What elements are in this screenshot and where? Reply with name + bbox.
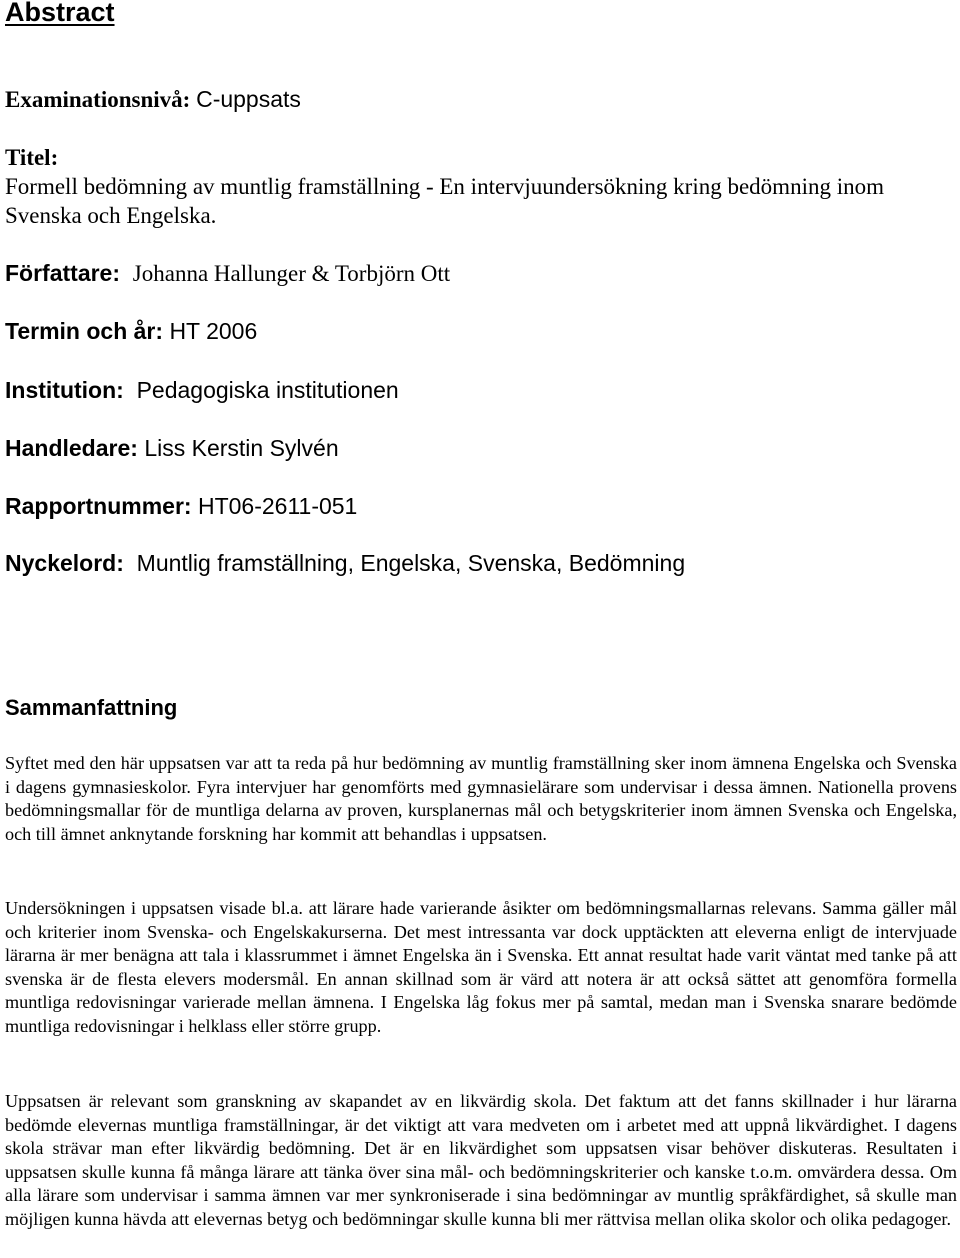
rapportnummer-label: Rapportnummer: [5, 493, 192, 519]
nyckelord-label: Nyckelord: [5, 550, 124, 576]
nyckelord-value: Muntlig framställning, Engelska, Svenska, Bedömning [136, 550, 686, 576]
termin-line [5, 317, 257, 346]
sammanfattning-heading: Sammanfattning [5, 695, 178, 720]
summary-paragraph-1: Syftet med den här uppsatsen var att ta reda på hur bedömning av muntlig framställning sker inom ämnena Engelska och Svenska i dagens gymnasieskolor. Fyra intervjuer har genomförts med gymnasielärare som undervisar i dessa ämnen. Nationella provens bedömningsmallar för de muntliga delarna av proven, kursplanernas mål och betygskriterier inom ämnen Svenska och Engelska, och till ämnet anknytande forskning har kommit att behandlas i uppsatsen. [5, 753, 957, 844]
titel-label: Titel: [5, 145, 59, 170]
institution-line [5, 376, 399, 405]
summary-paragraph-2: Undersökningen i uppsatsen visade bl.a. att lärare hade varierande åsikter om bedömningsmallarnas relevans. Samma gäller mål och kriterier inom Svenska- och Engelskakurserna. Det mest intressanta var dock upptäckten att eleverna enligt de intervjuade lärarna är mer benägna att tala i klassrummet i ämnet Engelska än i Svenska. Ett annat resultat hade varit väntat med tanke på att svenska är de flesta elevers modersmål. En annan skillnad som är värd att notera är att också sättet att genomföra formella muntliga redovisningar varierade mellan ämnena. I Engelska låg fokus mer på samtal, medan man i Svenska snarare bedömde muntliga redovisningar i helklass eller större grupp. [5, 898, 957, 1036]
summary-paragraph-3: Uppsatsen är relevant som granskning av skapandet av en likvärdig skola. Det faktum att det fanns skillnader i hur lärarna bedömde elevernas muntliga framställningar, är det viktigt att vara medveten om i arbetet med att uppnå likvärdighet. I dagens skola strävar man efter likvärdig bedömning. Det är en likvärdighet som uppsatsen visar behöver diskuteras. Resultaten i uppsatsen skulle kunna få många lärare att tänka över sina mål- och bedömningskriterier och kanske t.o.m. omvärdera dessa. Om alla lärare som undervisar i samma ämnen var mer synkroniserade i sina bedömningar av muntlig språkfärdighet, så skulle man möjligen kunna hävda att elevernas betyg och bedömningar skulle kunna bli mer rättvisa mellan olika skolor och olika pedagoger. [5, 1091, 957, 1229]
forfattare-value: Johanna Hallunger & Torbjörn Ott [132, 261, 451, 286]
forfattare-label: Författare: [5, 260, 121, 286]
titel-value: Formell bedömning av muntlig framställning - En intervjuundersökning kring bedömning inom Svenska och Engelska. [5, 174, 884, 228]
examinationsniva-line [5, 85, 301, 114]
handledare-label: Handledare: [5, 435, 138, 461]
rapportnummer-value: HT06-2611-051 [197, 493, 358, 519]
nyckelord-line [5, 549, 685, 578]
termin-value: HT 2006 [169, 318, 258, 344]
institution-label: Institution: [5, 377, 124, 403]
handledare-value: Liss Kerstin Sylvén [144, 435, 339, 461]
termin-label: Termin och år: [5, 318, 164, 344]
examinationsniva-value: C-uppsats [196, 86, 301, 112]
abstract-heading: Abstract [5, 0, 115, 27]
handledare-line [5, 434, 339, 463]
rapportnummer-line [5, 492, 357, 521]
titel-block [5, 143, 957, 230]
examinationsniva-label: Examinationsnivå: [5, 87, 191, 112]
forfattare-line [5, 259, 450, 288]
institution-value: Pedagogiska institutionen [136, 377, 399, 403]
